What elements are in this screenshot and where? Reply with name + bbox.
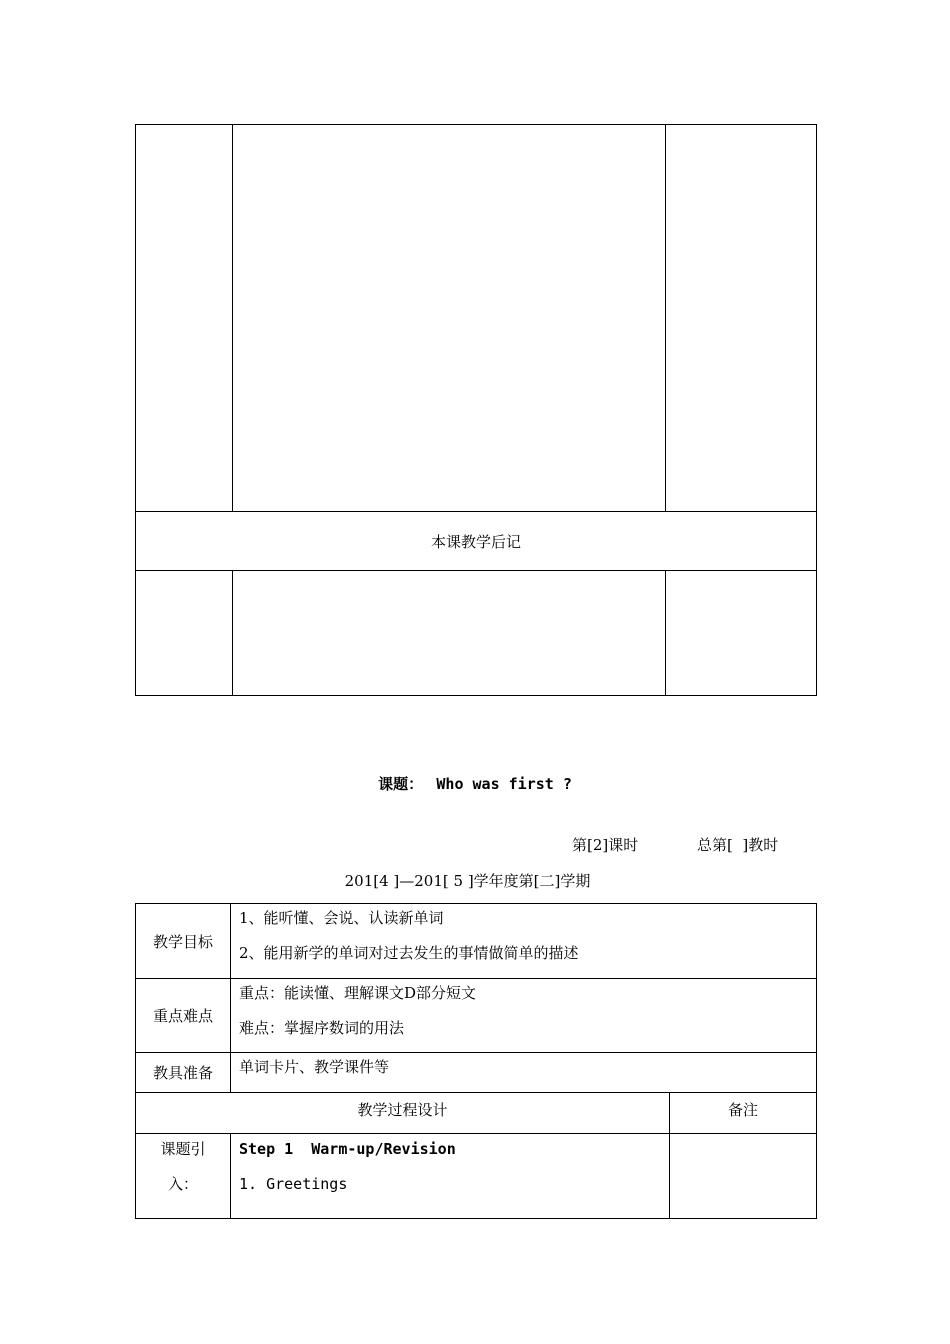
difficult-point-line: 难点：掌握序数词的用法 <box>239 1019 405 1037</box>
cell-content <box>233 125 666 512</box>
afterword-cell-content <box>233 571 666 696</box>
notes-header: 备注 <box>670 1093 817 1134</box>
tools-label: 教具准备 <box>136 1053 231 1093</box>
previous-lesson-table <box>135 124 817 696</box>
process-header: 教学过程设计 <box>136 1093 670 1134</box>
cell-left <box>136 125 233 512</box>
school-year-info: 201[4 ]—201[ 5 ]学年度第[二]学期 <box>344 872 591 890</box>
afterword-cell-notes <box>666 571 817 696</box>
step-item: 1. Greetings <box>239 1175 348 1193</box>
total-period-info: 总第[ ]教时 <box>697 836 779 854</box>
afterword-label: 本课教学后记 <box>136 512 817 571</box>
period-info: 第[2]课时 <box>572 836 639 854</box>
goal-content <box>231 904 817 979</box>
lesson-title-label: 课题： <box>378 775 424 793</box>
key-point-line: 重点：能读懂、理解课文D部分短文 <box>239 984 477 1002</box>
lesson-plan-table <box>135 903 817 1219</box>
goal-label: 教学目标 <box>136 904 231 979</box>
intro-content <box>231 1134 670 1219</box>
lesson-title <box>0 773 950 795</box>
intro-label: 课题引 入： <box>136 1134 231 1219</box>
goal-line: 1、能听懂、会说、认读新单词 <box>239 909 444 927</box>
step-title: Step 1 Warm-up/Revision <box>239 1140 456 1158</box>
tools-content: 单词卡片、教学课件等 <box>231 1053 817 1093</box>
lesson-title-text: Who was first ? <box>436 775 572 793</box>
key-points-label: 重点难点 <box>136 979 231 1053</box>
cell-notes <box>666 125 817 512</box>
afterword-cell-left <box>136 571 233 696</box>
key-points-content <box>231 979 817 1053</box>
intro-notes <box>670 1134 817 1219</box>
goal-line: 2、能用新学的单词对过去发生的事情做简单的描述 <box>239 944 579 962</box>
